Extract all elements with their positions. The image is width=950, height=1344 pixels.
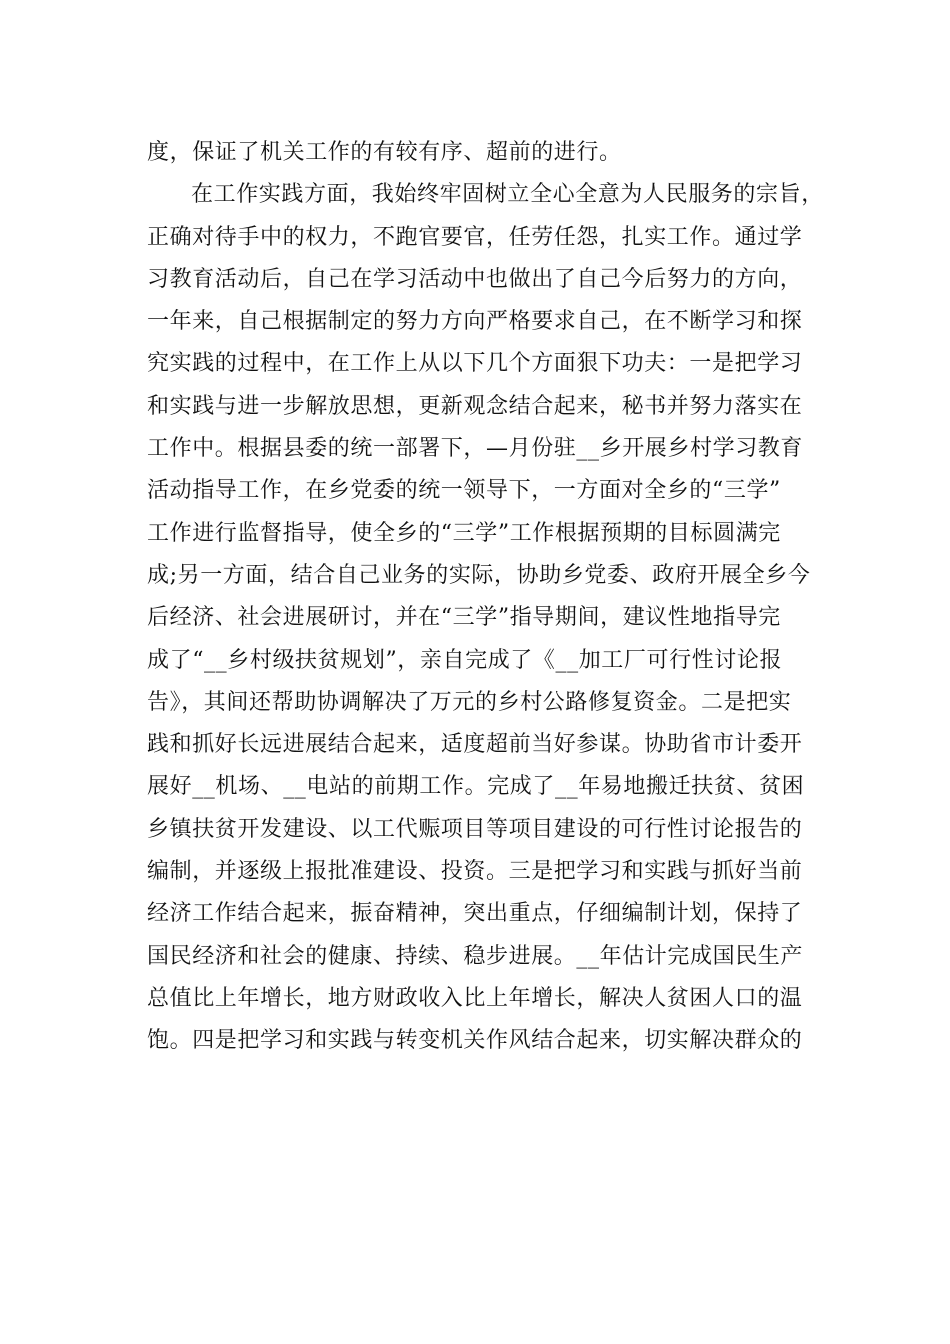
text-line: 编制，并逐级上报批准建设、投资。三是把学习和实践与抓好当前 <box>147 859 803 885</box>
text-line: 饱。四是把学习和实践与转变机关作风结合起来，切实解决群众的 <box>147 1028 803 1054</box>
text-line: 后经济、社会进展研讨，并在“三学”指导期间，建议性地指导完 <box>147 605 781 631</box>
text-line: 究实践的过程中，在工作上从以下几个方面狠下功夫：一是把学习 <box>147 351 803 377</box>
text-line: 活动指导工作，在乡党委的统一领导下，一方面对全乡的“三学” <box>147 478 781 504</box>
text-line: 国民经济和社会的健康、持续、稳步进展。__年估计完成国民生产 <box>147 943 804 969</box>
text-line: 经济工作结合起来，振奋精神，突出重点，仔细编制计划，保持了 <box>147 901 803 927</box>
text-line: 践和抓好长远进展结合起来，适度超前当好参谋。协助省市计委开 <box>147 732 803 758</box>
text-line: 总值比上年增长，地方财政收入比上年增长，解决人贫困人口的温 <box>147 985 803 1011</box>
text-line: 度，保证了机关工作的有较有序、超前的进行。 <box>147 140 622 165</box>
text-line: 工作中。根据县委的统一部署下，—月份驻__乡开展乡村学习教育 <box>147 436 804 462</box>
text-line: 成;另一方面，结合自己业务的实际，协助乡党委、政府开展全乡今 <box>147 562 811 588</box>
text-line: 正确对待手中的权力，不跑官要官，任劳任怨，扎实工作。通过学 <box>147 224 803 250</box>
text-line: 乡镇扶贫开发建设、以工代赈项目等项目建设的可行性讨论报告的 <box>147 816 803 842</box>
text-line: 告》，其间还帮助协调解决了万元的乡村公路修复资金。二是把实 <box>147 689 792 715</box>
text-line: 工作进行监督指导，使全乡的“三学”工作根据预期的目标圆满完 <box>147 520 781 546</box>
paragraph-first-line: 在工作实践方面，我始终牢固树立全心全意为人民服务的宗旨， <box>191 182 824 208</box>
text-line: 展好__机场、__电站的前期工作。完成了__年易地搬迁扶贫、贫困 <box>147 774 805 800</box>
body-text <box>147 132 824 1063</box>
text-line: 一年来，自己根据制定的努力方向严格要求自己，在不断学习和探 <box>147 309 803 335</box>
text-line: 习教育活动后，自己在学习活动中也做出了自己今后努力的方向， <box>147 266 803 292</box>
text-line: 成了“__乡村级扶贫规划”，亲自完成了《__加工厂可行性讨论报 <box>147 647 783 673</box>
text-line: 和实践与进一步解放思想，更新观念结合起来，秘书并努力落实在 <box>147 393 803 419</box>
